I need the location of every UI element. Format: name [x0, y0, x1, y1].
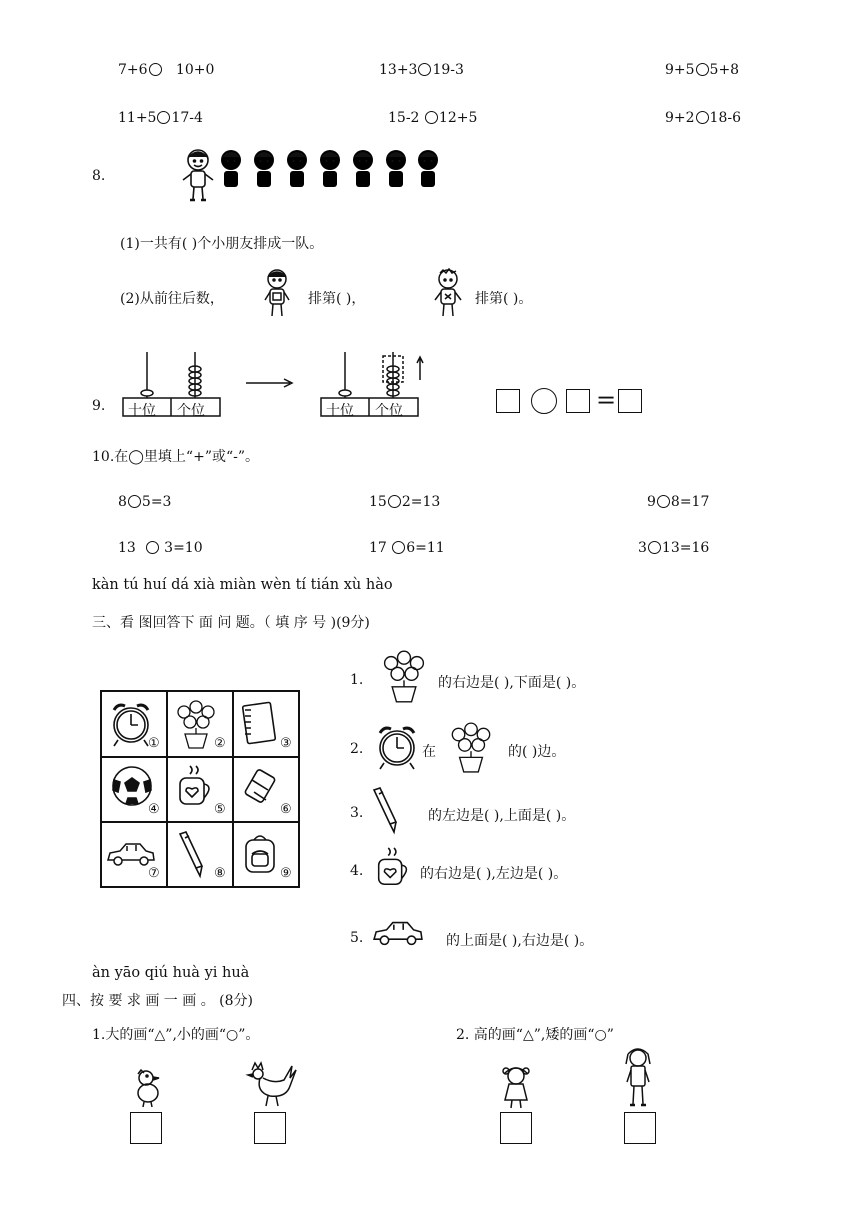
section3-pinyin: kàn tú huí dá xià miàn wèn tí tián xù hào	[92, 577, 393, 593]
expr-right: 5+8	[709, 62, 740, 78]
q8-sub2-prefix: (2)从前往后数，	[120, 291, 224, 307]
pen-icon	[370, 786, 406, 834]
expr-right: 19-3	[432, 62, 464, 78]
girl-icon	[262, 268, 292, 320]
grid-number: ②	[214, 736, 226, 751]
expr-left: 11+5	[118, 110, 157, 126]
q9-number: 9.	[92, 398, 106, 414]
expr-left: 9+5	[665, 62, 695, 78]
operator-circle[interactable]	[648, 541, 661, 554]
answer-box[interactable]	[130, 1112, 162, 1144]
pen-icon	[176, 830, 212, 878]
s3-q3-text: 的左边是( ),上面是( )。	[428, 808, 576, 824]
q7-row2-item1	[118, 110, 203, 126]
car-icon	[106, 842, 156, 868]
q10-row2-item1	[118, 540, 203, 556]
car-icon	[372, 920, 424, 948]
mug-icon	[374, 846, 414, 890]
operator-circle[interactable]	[531, 388, 557, 414]
answer-box[interactable]	[496, 389, 520, 413]
expr-left: 13+3	[379, 62, 418, 78]
q7-row2-item3	[665, 110, 741, 126]
grid-number: ⑦	[148, 866, 160, 881]
grid-number: ③	[280, 736, 292, 751]
expr-left: 7+6	[118, 62, 148, 78]
section4-title: 四、按 要 求 画 一 画 。 (8分)	[62, 993, 253, 1009]
expr-left: 15-2	[388, 110, 420, 126]
q10-row2-item2	[369, 540, 445, 556]
flower-pot-icon	[444, 720, 498, 774]
expr-right: 10+0	[175, 62, 215, 78]
grid-number: ⑧	[214, 866, 226, 881]
section4-sub2: 2. 高的画“△”,矮的画“○”	[456, 1027, 614, 1043]
grid-number: ①	[148, 736, 160, 751]
operand: 3=10	[164, 540, 203, 556]
s3-q2-text: 的( )边。	[508, 744, 566, 760]
answer-box[interactable]	[500, 1112, 532, 1144]
operator-circle[interactable]	[388, 495, 401, 508]
q10-title: 10.在◯里填上“+”或“-”。	[92, 449, 260, 465]
ones-label: 个位	[375, 403, 403, 419]
compare-circle[interactable]	[696, 111, 709, 124]
flower-pot-icon	[376, 648, 432, 704]
tall-girl-icon	[622, 1048, 654, 1110]
tens-label: 十位	[128, 403, 156, 419]
q8-sub1: (1)一共有( )个小朋友排成一队。	[120, 236, 324, 252]
compare-circle[interactable]	[149, 63, 162, 76]
q8-rank1: 排第( )，	[308, 291, 366, 307]
operator-circle[interactable]	[146, 541, 159, 554]
s3-q4-number: 4.	[350, 863, 364, 879]
operator-circle[interactable]	[657, 495, 670, 508]
answer-box[interactable]	[624, 1112, 656, 1144]
s3-q4-text: 的右边是( ),左边是( )。	[420, 866, 568, 882]
notebook-icon	[239, 700, 279, 748]
operand: 6=11	[406, 540, 445, 556]
equals-sign: =	[596, 386, 617, 414]
s3-q1-text: 的右边是( ),下面是( )。	[438, 675, 586, 691]
expr-right: 18-6	[709, 110, 741, 126]
alarm-clock-icon	[374, 722, 420, 772]
answer-box[interactable]	[254, 1112, 286, 1144]
operand: 3	[638, 540, 647, 556]
children-row-illustration	[182, 147, 444, 203]
q7-row1-item3	[665, 62, 739, 78]
operand: 8=17	[670, 494, 710, 510]
operand: 17	[369, 540, 392, 556]
arrow-right-icon	[246, 378, 294, 388]
q10-row1-item2	[369, 494, 440, 510]
grid-number: ⑨	[280, 866, 292, 881]
q7-row1-item2	[379, 62, 464, 78]
expr-right: 12+5	[438, 110, 478, 126]
q8-rank2: 排第( )。	[475, 291, 533, 307]
operand: 13=16	[661, 540, 710, 556]
q10-row1-item1	[118, 494, 171, 510]
rooster-icon	[246, 1060, 300, 1108]
s3-q2-number: 2.	[350, 741, 364, 757]
position-grid	[100, 690, 300, 888]
grid-number: ⑥	[280, 802, 292, 817]
operand: 2=13	[401, 494, 441, 510]
s3-q5-text: 的上面是( ),右边是( )。	[446, 933, 594, 949]
q10-row1-item3	[647, 494, 709, 510]
grid-number: ④	[148, 802, 160, 817]
s3-q5-number: 5.	[350, 930, 364, 946]
answer-box[interactable]	[566, 389, 590, 413]
compare-circle[interactable]	[157, 111, 170, 124]
q10-row2-item3	[638, 540, 709, 556]
chick-icon	[132, 1068, 164, 1108]
compare-circle[interactable]	[425, 111, 438, 124]
backpack-icon	[240, 832, 280, 876]
compare-circle[interactable]	[696, 63, 709, 76]
compare-circle[interactable]	[418, 63, 431, 76]
operand: 9	[647, 494, 656, 510]
grid-number: ⑤	[214, 802, 226, 817]
s3-q2-pre: 在	[422, 744, 436, 760]
section4-pinyin: àn yāo qiú huà yi huà	[92, 965, 250, 981]
section4-sub1: 1.大的画“△”,小的画“○”。	[92, 1027, 260, 1043]
operand: 5=3	[141, 494, 172, 510]
operand: 13	[118, 540, 141, 556]
operand: 8	[118, 494, 127, 510]
ones-label: 个位	[177, 403, 205, 419]
operator-circle[interactable]	[392, 541, 405, 554]
section3-title: 三、看 图回答下 面 问 题。（ 填 序 号 )(9分)	[92, 615, 370, 631]
s3-q3-number: 3.	[350, 805, 364, 821]
operator-circle[interactable]	[128, 495, 141, 508]
operand: 15	[369, 494, 387, 510]
q8-number: 8.	[92, 168, 106, 184]
flower-pot-icon	[172, 698, 220, 750]
q7-row1-item1	[118, 62, 214, 78]
expr-left: 9+2	[665, 110, 695, 126]
mug-icon	[176, 764, 216, 810]
eraser-icon	[242, 766, 280, 806]
tens-label: 十位	[326, 403, 354, 419]
short-girl-icon	[500, 1066, 532, 1110]
boy-icon	[432, 268, 464, 320]
answer-box[interactable]	[618, 389, 642, 413]
s3-q1-number: 1.	[350, 672, 364, 688]
expr-right: 17-4	[171, 110, 203, 126]
q7-row2-item2	[388, 110, 477, 126]
